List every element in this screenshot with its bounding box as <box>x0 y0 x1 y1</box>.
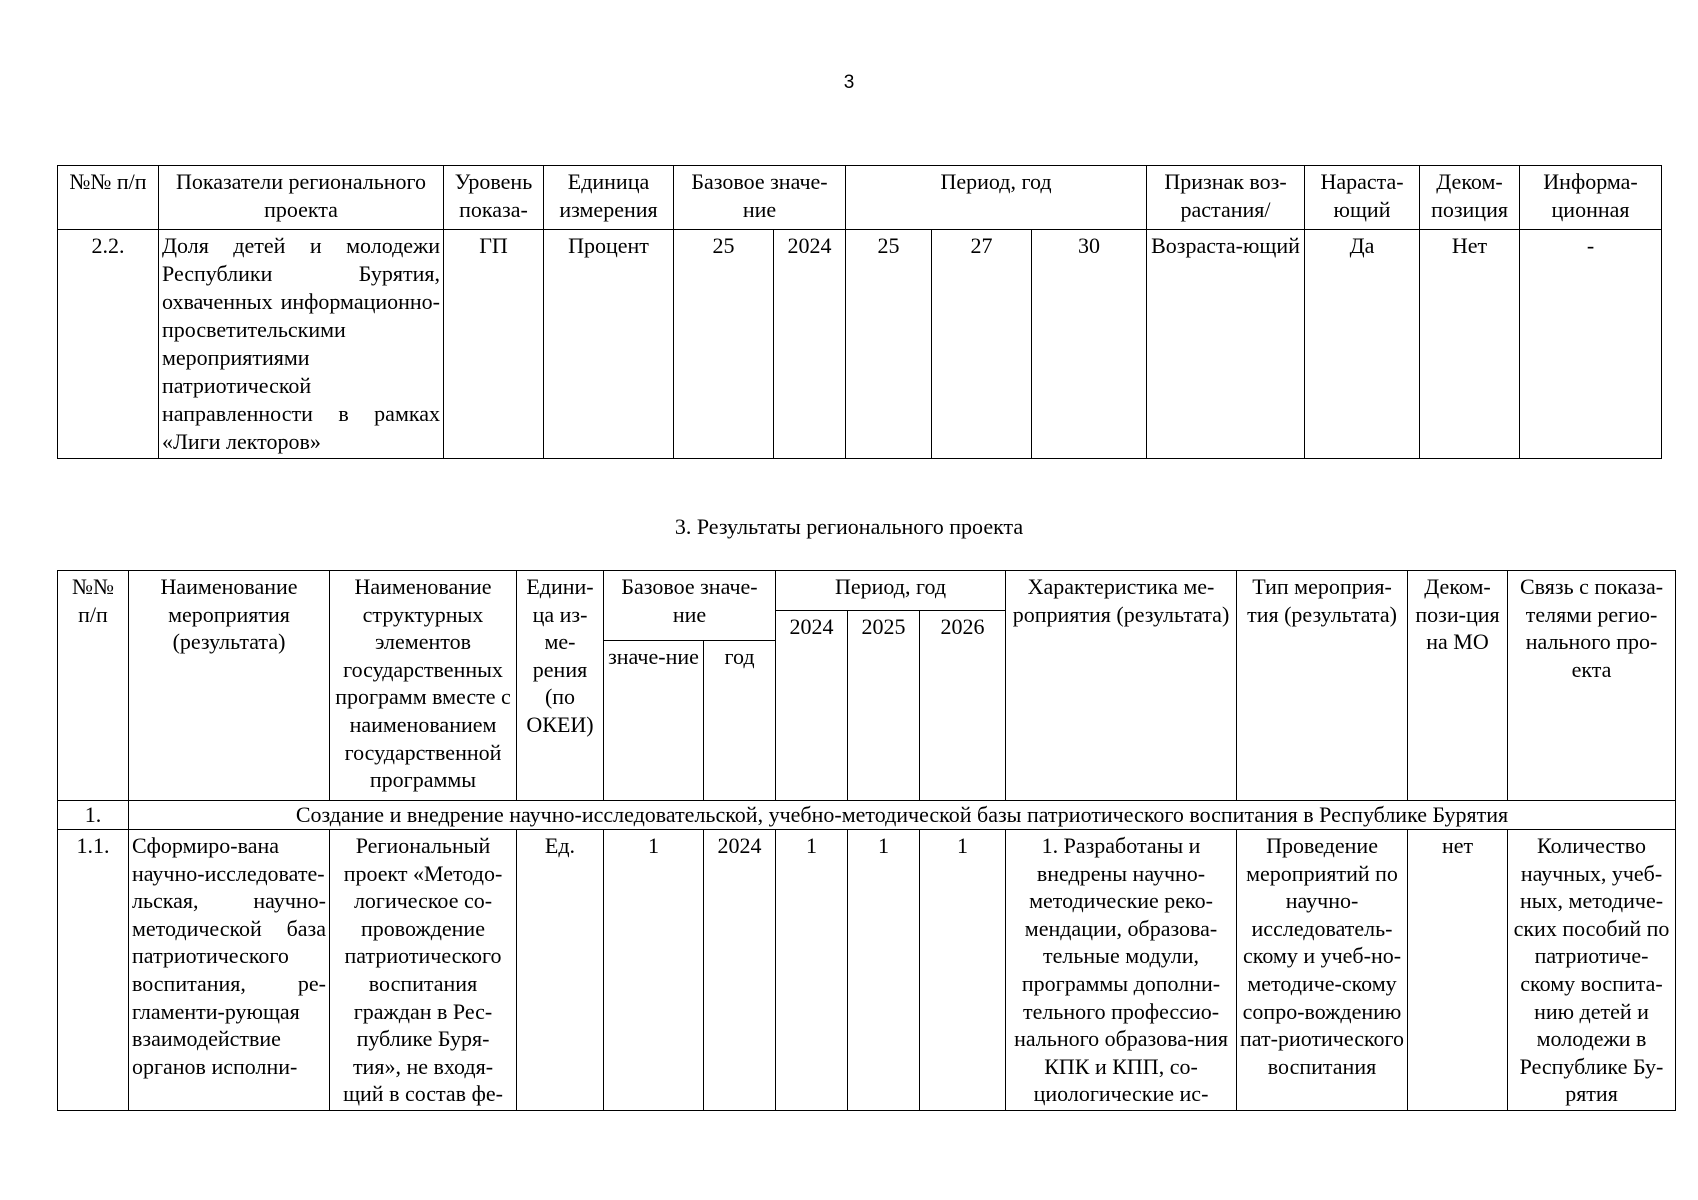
row-2024: 1 <box>776 830 848 1111</box>
header-year-2025: 2025 <box>848 611 920 801</box>
header-type: Тип мероприя-тия (результата) <box>1237 571 1408 801</box>
header-num: №№ п/п <box>58 571 129 801</box>
header-year-2026: 2026 <box>920 611 1006 801</box>
row-period-3: 30 <box>1032 230 1147 459</box>
header-cumulative: Нараста-ющий <box>1305 166 1420 230</box>
row-characteristic: 1. Разработаны и внедрены научно-методические реко-мендации, образова-тельные модули, программы дополни-тельного профессио-нального образова-ния КПК и КПП, со-циологические ис- <box>1006 830 1237 1111</box>
row-period-1: 25 <box>846 230 932 459</box>
header-link: Связь с показа-телями регио-нального про-екта <box>1508 571 1676 801</box>
header-year-2024: 2024 <box>776 611 848 801</box>
header-period: Период, год <box>776 571 1006 611</box>
table-row <box>58 830 1676 1111</box>
row-decomposition: нет <box>1408 830 1508 1111</box>
header-growth: Признак воз-растания/ <box>1147 166 1305 230</box>
table-header-row <box>58 166 1662 230</box>
header-unit: Единица измерения <box>544 166 674 230</box>
section-num: 1. <box>58 801 129 830</box>
row-num: 1.1. <box>58 830 129 1111</box>
table-row <box>58 230 1662 459</box>
section-title: 3. Результаты регионального проекта <box>674 514 1024 539</box>
row-growth: Возраста-ющий <box>1147 230 1305 459</box>
header-decomposition: Деком-пози-ция на МО <box>1408 571 1508 801</box>
header-name: Наименование мероприятия (результата) <box>129 571 330 801</box>
row-link: Количество научных, учеб-ных, методиче-ских пособий по патриотиче-скому воспита-нию детей и молодежи в Республике Бу-рятия <box>1508 830 1676 1111</box>
header-base-year: год <box>704 641 776 801</box>
row-2025: 1 <box>848 830 920 1111</box>
header-struct: Наименование структурных элементов государственных программ вместе с наименованием государственной программы <box>330 571 517 801</box>
header-indicators: Показатели регионального проекта <box>159 166 444 230</box>
row-period-2: 27 <box>932 230 1032 459</box>
row-base-value: 1 <box>604 830 704 1111</box>
header-characteristic: Характеристика ме-роприятия (результата) <box>1006 571 1237 801</box>
header-info: Информа-ционная <box>1520 166 1662 230</box>
section-name: Создание и внедрение научно-исследовательской, учебно-методической базы патриотического воспитания в Республике Бурятия <box>129 801 1676 830</box>
row-type: Проведение мероприятий по научно-исследователь-скому и учеб-но-методиче-скому сопро-вождению пат-риотического воспитания <box>1237 830 1408 1111</box>
header-base-value: значе-ние <box>604 641 704 801</box>
row-level: ГП <box>444 230 544 459</box>
row-info: - <box>1520 230 1662 459</box>
indicators-table <box>57 165 1662 459</box>
row-2026: 1 <box>920 830 1006 1111</box>
header-period: Период, год <box>846 166 1147 230</box>
row-unit: Процент <box>544 230 674 459</box>
row-name: Сформиро-вана научно-исследовате-льская, научно-методической база патриотического воспитания, ре-гламенти-рующая взаимодействие органов исполни- <box>129 830 330 1111</box>
page-number: 3 <box>843 72 855 93</box>
row-base-value: 25 <box>674 230 774 459</box>
table-header-row <box>58 571 1676 611</box>
header-base: Базовое значе-ние <box>604 571 776 641</box>
row-decomposition: Нет <box>1420 230 1520 459</box>
header-unit: Едини-ца из-ме-рения (по ОКЕИ) <box>517 571 604 801</box>
header-num: №№ п/п <box>58 166 159 230</box>
results-table <box>57 570 1676 1111</box>
row-cumulative: Да <box>1305 230 1420 459</box>
row-struct: Региональный проект «Методо-логическое со-провождение патриотического воспитания граждан в Рес-публике Буря-тия», не входя-щий в состав фе- <box>330 830 517 1111</box>
header-decomposition: Деком-позиция <box>1420 166 1520 230</box>
row-base-year: 2024 <box>704 830 776 1111</box>
table-section-row <box>58 801 1676 830</box>
row-base-year: 2024 <box>774 230 846 459</box>
row-num: 2.2. <box>58 230 159 459</box>
row-unit: Ед. <box>517 830 604 1111</box>
row-indicator: Доля детей и молодежи Республики Бурятия, охваченных информационно-просветительскими мероприятиями патриотической направленности в рамках «Лиги лекторов» <box>159 230 444 459</box>
header-base: Базовое значе-ние <box>674 166 846 230</box>
header-level: Уровень показа- <box>444 166 544 230</box>
